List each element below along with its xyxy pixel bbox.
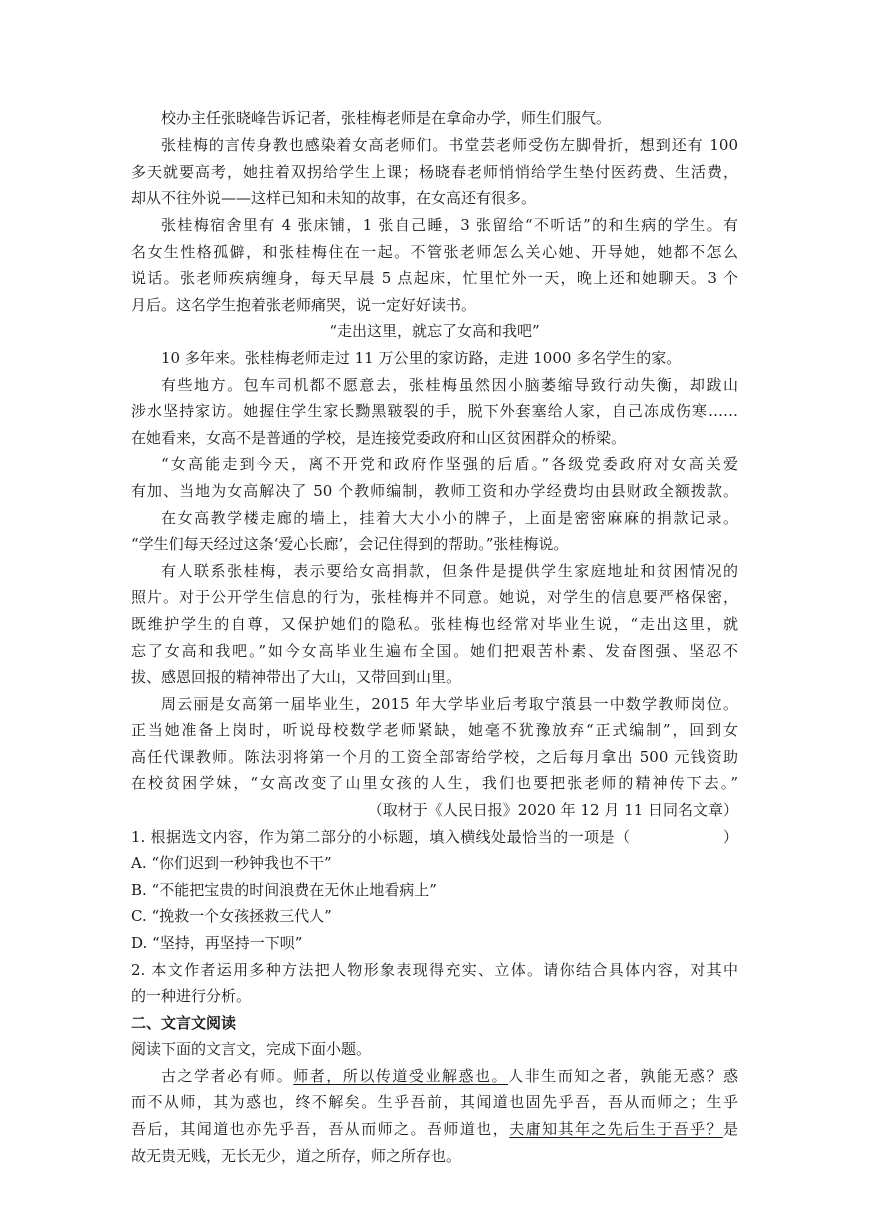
paragraph-line: 10 多年来。张桂梅老师走过 11 万公里的家访路，走进 1000 多名学生的家。 bbox=[161, 349, 682, 367]
classical-text-line bbox=[131, 1116, 738, 1142]
paragraph-line: 有人联系张桂梅，表示要给女高捐款，但条件是提供学生家庭地址和贫困情况的 bbox=[161, 562, 738, 580]
paragraph-line: “女高能走到今天，离不开党和政府作坚强的后盾。”各级党委政府对女高关爱 bbox=[161, 455, 738, 473]
classical-text-segment: 吾后，其闻道也亦先乎吾，吾从而师之。吾师道也， bbox=[131, 1120, 510, 1138]
paragraph-line: 说话。张老师疾病缠身，每天早晨 5 点起床，忙里忙外一天，晚上还和她聊天。3 个 bbox=[131, 269, 738, 287]
paragraph-line: 照片。对于公开学生信息的行为，张桂梅并不同意。她说，对学生的信息要严格保密， bbox=[131, 588, 738, 606]
paragraph-line: 正当她准备上岗时，听说母校数学老师紧缺，她毫不犹豫放弃“正式编制”，回到女 bbox=[131, 721, 738, 739]
section-heading: “走出这里，就忘了女高和我吧” bbox=[329, 322, 540, 340]
paragraph-line: 周云丽是女高第一届毕业生，2015 年大学毕业后考取宁蒗县一中数学教师岗位。 bbox=[161, 695, 738, 713]
underlined-sentence: 夫庸知其年之先后生于吾乎？ bbox=[509, 1120, 723, 1138]
paragraph-line: 月后。这名学生抱着张老师痛哭，说一定好好读书。 bbox=[131, 296, 477, 314]
paragraph-line: 有加、当地为女高解决了 50 个教师编制，教师工资和办学经费均由县财政全额拨款。 bbox=[131, 482, 738, 500]
paragraph-line: “学生们每天经过这条‘爱心长廊’，会记住得到的帮助。”张桂梅说。 bbox=[131, 535, 569, 553]
paragraph-line: 涉水坚持家访。她握住学生家长黝黑皲裂的手，脱下外套塞给人家，自己冻成伤寒…… bbox=[131, 402, 738, 420]
option-a: A. “你们迟到一秒钟我也不干” bbox=[131, 854, 332, 872]
paragraph-line: 有些地方。包车司机都不愿意去，张桂梅虽然因小脑萎缩导致行动失衡，却跋山 bbox=[161, 376, 738, 394]
question-2-line: 2. 本文作者运用多种方法把人物形象表现得充实、立体。请你结合具体内容，对其中 bbox=[131, 961, 738, 979]
option-c: C. “挽救一个女孩拯救三代人” bbox=[131, 907, 332, 925]
classical-text-segment: 是 bbox=[722, 1120, 738, 1138]
paragraph-line: 既维护学生的自尊，又保护她们的隐私。张桂梅也经常对毕业生说，“走出这里，就 bbox=[131, 615, 738, 633]
question-1-close-paren: ） bbox=[722, 828, 738, 846]
paragraph-line: 在她看来，女高不是普通的学校，是连接党委政府和山区贫困群众的桥梁。 bbox=[131, 429, 627, 447]
paragraph-line: 张桂梅宿舍里有 4 张床铺，1 张自己睡，3 张留给“不听话”的和生病的学生。有 bbox=[161, 216, 738, 234]
question-1-text: 1. 根据选文内容，作为第二部分的小标题，填入横线处最恰当的一项是（ bbox=[131, 828, 631, 846]
paragraph-line: 忘了女高和我吧。”如今女高毕业生遍布全国。她们把艰苦朴素、发奋图强、坚忍不 bbox=[131, 642, 738, 660]
question-2-line: 的一种进行分析。 bbox=[131, 987, 252, 1005]
paragraph-line: 拔、感恩回报的精神带出了大山，又带回到山里。 bbox=[131, 668, 462, 686]
paragraph-line: 多天就要高考，她拄着双拐给学生上课；杨晓春老师悄悄给学生垫付医药费、生活费， bbox=[131, 163, 738, 181]
paragraph-line: 张桂梅的言传身教也感染着女高老师们。书堂芸老师受伤左脚骨折，想到还有 100 bbox=[161, 136, 738, 154]
paragraph-line: 在女高教学楼走廊的墙上，挂着大大小小的牌子，上面是密密麻麻的捐款记录。 bbox=[161, 509, 738, 527]
classical-text-segment: 人非生而知之者，孰能无惑？惑 bbox=[508, 1067, 738, 1085]
section-2-title: 二、文言文阅读 bbox=[131, 1014, 237, 1032]
option-d: D. “坚持，再坚持一下呗” bbox=[131, 934, 303, 952]
classical-text-line: 故无贵无贱，无长无少，道之所存，师之所存也。 bbox=[131, 1147, 462, 1165]
paragraph-line: 名女生性格孤僻，和张桂梅住在一起。不管张老师怎么关心她、开导她，她都不怎么 bbox=[131, 243, 738, 261]
paragraph-line: 校办主任张晓峰告诉记者，张桂梅老师是在拿命办学，师生们服气。 bbox=[161, 109, 612, 127]
option-b: B. “不能把宝贵的时间浪费在无休止地看病上” bbox=[131, 881, 437, 899]
paragraph-line: 却从不往外说——这样已知和未知的故事，在女高还有很多。 bbox=[131, 189, 537, 207]
source-citation: （取材于《人民日报》2020 年 12 月 11 日同名文章） bbox=[367, 801, 738, 819]
section-2-instruction: 阅读下面的文言文，完成下面小题。 bbox=[131, 1040, 372, 1058]
paragraph-line: 在校贫困学妹，“女高改变了山里女孩的人生，我们也要把张老师的精神传下去。” bbox=[131, 774, 738, 792]
underlined-sentence: 师者，所以传道受业解惑也。 bbox=[293, 1067, 509, 1085]
classical-text-line: 而不从师，其为惑也，终不解矣。生乎吾前，其闻道也固先乎吾，吾从而师之；生乎 bbox=[131, 1093, 738, 1111]
classical-text-segment: 古之学者必有师。 bbox=[161, 1067, 294, 1085]
classical-text-line bbox=[161, 1063, 738, 1089]
question-1 bbox=[131, 824, 738, 850]
paragraph-line: 高任代课教师。陈法羽将第一个月的工资全部寄给学校，之后每月拿出 500 元钱资助 bbox=[131, 748, 738, 766]
